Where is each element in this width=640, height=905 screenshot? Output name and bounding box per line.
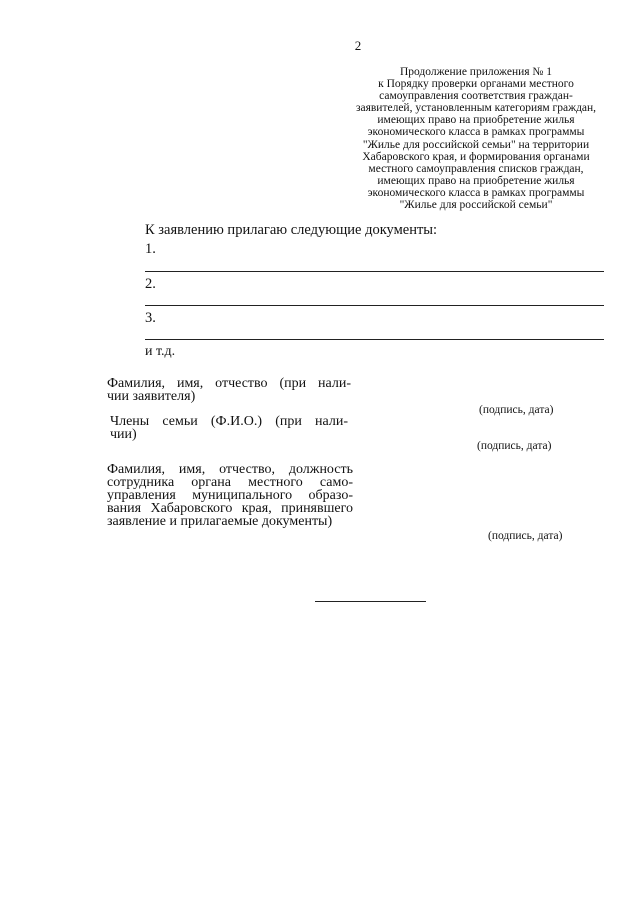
document-item-number: 2. bbox=[145, 276, 156, 292]
appendix-header-line: "Жилье для российской семьи" на территории bbox=[362, 138, 590, 151]
official-label-line: управления муниципального образо- bbox=[107, 488, 353, 503]
appendix-header bbox=[337, 66, 615, 211]
family-label-line: Члены семьи (Ф.И.О.) (при нали- bbox=[110, 414, 348, 429]
appendix-header-line: заявителей, установленным категориям граждан, bbox=[355, 102, 597, 115]
document-item-line bbox=[145, 271, 604, 272]
appendix-header-line: имеющих право на приобретение жилья bbox=[377, 114, 575, 127]
appendix-header-line: самоуправления соответствия граждан- bbox=[379, 90, 573, 103]
documents-etc: и т.д. bbox=[145, 344, 176, 359]
official-name-label bbox=[107, 463, 353, 528]
end-separator-line bbox=[315, 601, 426, 602]
family-members-label bbox=[110, 415, 348, 441]
documents-intro: К заявлению прилагаю следующие документы: bbox=[145, 222, 438, 238]
appendix-header-line: Продолжение приложения № 1 bbox=[399, 66, 553, 78]
appendix-header-line: "Жилье для российской семьи" bbox=[399, 199, 553, 212]
applicant-label-line: чии заявителя) bbox=[107, 389, 196, 404]
applicant-signature-caption: (подпись, дата) bbox=[479, 404, 554, 416]
page-number: 2 bbox=[354, 38, 362, 53]
family-signature-caption: (подпись, дата) bbox=[477, 440, 552, 452]
appendix-header-line: местного самоуправления списков граждан, bbox=[368, 162, 584, 175]
appendix-header-line: экономического класса в рамках программы bbox=[367, 186, 585, 199]
document-item-line bbox=[145, 305, 604, 306]
document-item-line bbox=[145, 339, 604, 340]
official-label-line: Фамилия, имя, отчество, должность bbox=[107, 462, 353, 477]
applicant-label-line: Фамилия, имя, отчество (при нали- bbox=[107, 376, 351, 391]
official-signature-caption: (подпись, дата) bbox=[488, 530, 563, 542]
official-label-line: заявление и прилагаемые документы) bbox=[107, 514, 333, 529]
document-item-number: 1. bbox=[145, 241, 156, 257]
document-item-number: 3. bbox=[145, 310, 156, 326]
family-label-line: чии) bbox=[110, 427, 137, 442]
appendix-header-line: Хабаровского края, и формирования органами bbox=[362, 150, 590, 163]
official-label-line: сотрудника органа местного само- bbox=[107, 475, 353, 490]
appendix-header-line: имеющих право на приобретение жилья bbox=[377, 174, 575, 187]
appendix-header-line: к Порядку проверки органами местного bbox=[378, 78, 574, 91]
appendix-header-line: экономического класса в рамках программы bbox=[367, 126, 585, 139]
applicant-name-label bbox=[107, 377, 351, 403]
official-label-line: вания Хабаровского края, принявшего bbox=[107, 501, 353, 516]
